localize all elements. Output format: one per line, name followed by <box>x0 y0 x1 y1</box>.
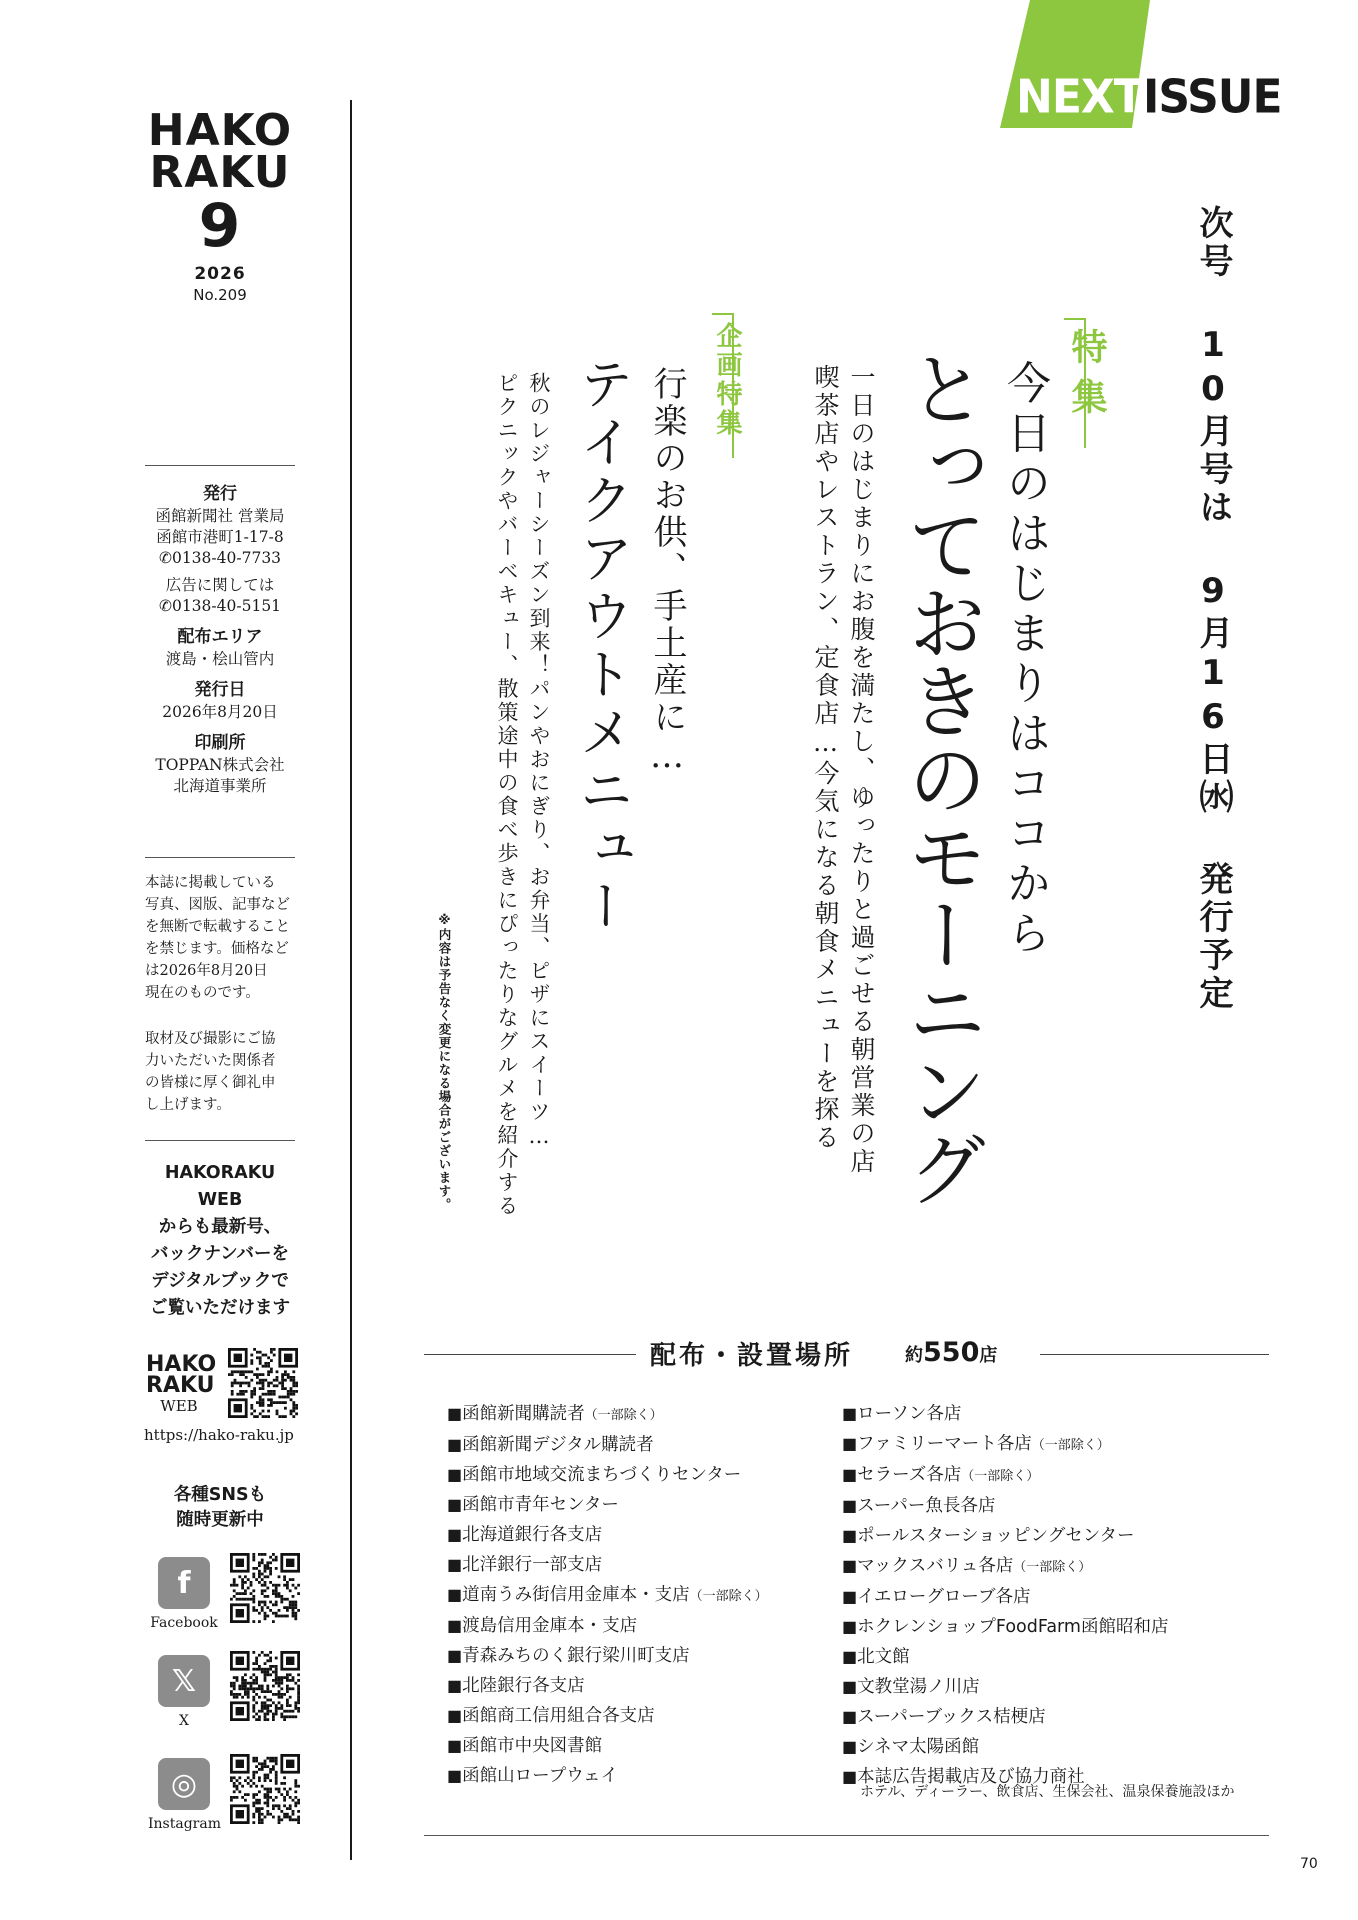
printer-line1: TOPPAN株式会社 <box>155 756 285 774</box>
list-item-note: （一部除く） <box>1013 1560 1092 1575</box>
publisher-info <box>140 478 300 797</box>
hakoraku-web-logo <box>146 1352 217 1417</box>
copyright-line: 現在のものです。 <box>145 985 260 1001</box>
list-item <box>447 1731 768 1761</box>
list-item-name: 北洋銀行一部支店 <box>462 1555 603 1575</box>
list-item-name: ホクレンショップFoodFarm函館昭和店 <box>857 1617 1169 1637</box>
web-qr-code[interactable] <box>228 1348 298 1418</box>
copyright-note <box>145 872 295 1004</box>
list-item-name: 函館新聞デジタル購読者 <box>462 1435 654 1455</box>
list-item-note: （一部除く） <box>961 1469 1040 1484</box>
distribution-list-right <box>842 1399 1168 1792</box>
date-heading: 発行日 <box>194 680 246 700</box>
sns-title-line1: 各種SNSも <box>173 1485 267 1505</box>
feature-title-main: とっておきのモーニング <box>894 348 987 1206</box>
instagram-qr-code[interactable] <box>230 1754 300 1824</box>
feature-title-small: 今日のはじまりはココから <box>999 360 1050 960</box>
list-item <box>842 1399 1168 1429</box>
list-item-name: シネマ太陽函館 <box>857 1737 980 1757</box>
plan-subtitle: ピクニックやバーベキュー、散策途中の食べ歩きにぴったりなグルメを紹介する <box>495 372 519 1218</box>
issue-number: No.209 <box>193 286 247 304</box>
ad-label: 広告に関しては <box>165 576 275 594</box>
feature-tag-frame <box>1064 318 1084 320</box>
list-item-name: 北陸銀行各支店 <box>462 1676 585 1696</box>
list-item-name: スーパー魚長各店 <box>857 1496 996 1516</box>
list-item-name: 函館山ロープウェイ <box>462 1766 619 1786</box>
list-item <box>842 1521 1168 1551</box>
list-item <box>447 1460 768 1490</box>
distribution-list-left <box>447 1399 768 1791</box>
change-notice: ※内容は予告なく変更になる場合がございます。 <box>437 912 452 1212</box>
list-item <box>842 1429 1168 1460</box>
divider <box>424 1354 636 1355</box>
list-item-note: （一部除く） <box>584 1408 663 1423</box>
copyright-line: を禁じます。価格など <box>145 941 289 957</box>
divider <box>145 1140 295 1141</box>
sns-title-line2: 随時更新中 <box>176 1510 264 1530</box>
distribution-footnote: ホテル、ディーラー、飲食店、生保会社、温泉保養施設ほか <box>860 1784 1235 1800</box>
list-item <box>842 1551 1168 1582</box>
web-line: WEB <box>197 1190 243 1210</box>
plan-tag: 企画特集 <box>712 322 742 438</box>
list-item-name: 道南うみ街信用金庫本・支店 <box>462 1585 690 1605</box>
sns-label: Facebook <box>150 1615 218 1631</box>
publisher-tel-row <box>140 548 300 569</box>
list-item-name: マックスバリュ各店 <box>857 1556 1014 1576</box>
hakoraku-logo <box>140 105 300 261</box>
list-item-name: 函館市中央図書館 <box>462 1736 603 1756</box>
logo-line2: RAKU <box>149 147 291 198</box>
web-line: からも最新号、 <box>158 1217 282 1237</box>
publisher-address: 函館市港町1-17-8 <box>156 528 284 546</box>
web-url[interactable]: https://hako-raku.jp <box>144 1426 294 1444</box>
list-item-name: イエローグローブ各店 <box>857 1587 1031 1607</box>
facebook-qr-code[interactable] <box>230 1553 300 1623</box>
list-item-name: 函館新聞購読者 <box>462 1404 585 1424</box>
list-item-name: セラーズ各店 <box>857 1465 962 1485</box>
list-item-name: 函館商工信用組合各支店 <box>462 1706 655 1726</box>
list-item <box>447 1490 768 1520</box>
issue-label: ISSUE <box>1143 70 1282 125</box>
feature-subtitle: 一日のはじまりにお腹を満たし、ゆったりと過ごせる朝営業の店 <box>847 364 876 1176</box>
copyright-line: は2026年8月20日 <box>145 963 268 979</box>
plan-title-small: 行楽のお供、手土産に… <box>647 366 687 779</box>
date-value: 2026年8月20日 <box>162 703 278 721</box>
next-label: NEXT <box>1016 70 1143 125</box>
sns-x[interactable] <box>148 1655 308 1745</box>
publisher-name: 函館新聞社 営業局 <box>155 507 285 525</box>
list-item <box>447 1520 768 1550</box>
mini-logo-line3: WEB <box>160 1397 198 1415</box>
count-number: 550 <box>923 1337 980 1368</box>
distribution-title: 配布・設置場所 <box>650 1341 854 1371</box>
list-item-name: 函館市地域交流まちづくりセンター <box>462 1465 742 1485</box>
list-item <box>842 1672 1168 1702</box>
feature-tag: 特集 <box>1066 328 1107 428</box>
list-item <box>447 1701 768 1731</box>
publisher-tel: 0138-40-7733 <box>171 549 282 567</box>
ad-tel: 0138-40-5151 <box>171 597 282 615</box>
list-item-name: ローソン各店 <box>857 1404 962 1424</box>
sns-facebook[interactable] <box>148 1557 308 1647</box>
list-item-name: ポールスターショッピングセンター <box>857 1526 1135 1546</box>
list-item <box>447 1671 768 1701</box>
list-item <box>842 1491 1168 1521</box>
list-item <box>447 1399 768 1430</box>
web-line: デジタルブックで <box>151 1271 289 1291</box>
divider <box>424 1835 1269 1836</box>
list-item-name: 函館市青年センター <box>462 1495 619 1515</box>
list-item-note: （一部除く） <box>689 1589 768 1604</box>
facebook-icon[interactable]: f <box>158 1557 210 1609</box>
mini-logo-line2: RAKU <box>146 1373 215 1398</box>
web-info <box>140 1160 300 1322</box>
list-item-name: 北海道銀行各支店 <box>462 1525 603 1545</box>
list-item <box>842 1732 1168 1762</box>
list-item-note: （一部除く） <box>1031 1438 1110 1453</box>
web-line: バックナンバーを <box>151 1244 289 1264</box>
ad-tel-row <box>140 596 300 617</box>
copyright-line: 本誌に掲載している <box>145 875 276 891</box>
list-item <box>842 1582 1168 1612</box>
page-number: 70 <box>1300 1856 1318 1872</box>
list-item-name: 青森みちのく銀行梁川町支店 <box>462 1646 690 1666</box>
list-item-name: 北文館 <box>857 1647 910 1667</box>
publisher-heading: 発行 <box>203 484 237 504</box>
issue-year: 2026 <box>194 264 246 284</box>
list-item-name: 文教堂湯ノ川店 <box>857 1677 980 1697</box>
divider <box>1040 1354 1269 1355</box>
area-value: 渡島・桧山管内 <box>165 650 275 668</box>
thanks-line: し上げます。 <box>145 1097 231 1113</box>
thanks-line: 取材及び撮影にご協 <box>145 1031 276 1047</box>
issue-month: 9 <box>198 191 242 261</box>
list-item <box>447 1430 768 1460</box>
web-line: HAKORAKU <box>164 1163 276 1183</box>
thanks-line: 力いただいた関係者 <box>145 1053 276 1069</box>
list-item <box>447 1611 768 1641</box>
sns-title <box>140 1483 300 1533</box>
count-prefix: 約 <box>905 1345 923 1366</box>
list-item <box>447 1550 768 1580</box>
list-item-name: 渡島信用金庫本・支店 <box>462 1616 638 1636</box>
list-item-name: ファミリーマート各店 <box>857 1434 1032 1454</box>
web-line: ご覧いただけます <box>150 1298 290 1318</box>
count-suffix: 店 <box>979 1345 998 1366</box>
list-item-name: 本誌広告掲載店及び協力商社 <box>857 1767 1085 1787</box>
plan-title-main: テイクアウトメニュー <box>571 356 634 936</box>
copyright-line: 写真、図版、記事など <box>145 897 290 913</box>
list-item <box>447 1641 768 1671</box>
printer-heading: 印刷所 <box>194 733 246 753</box>
list-item <box>447 1580 768 1611</box>
list-item <box>842 1612 1168 1642</box>
thanks-note <box>145 1028 295 1116</box>
phone-icon: ✆ <box>158 549 172 567</box>
next-issue-date: 次号 10月号は 9月16日㈬ 発行予定 <box>1193 205 1233 1013</box>
list-item <box>842 1642 1168 1672</box>
sns-label: X <box>179 1713 189 1729</box>
printer-line2: 北海道事業所 <box>173 777 267 795</box>
plan-subtitle: 秋のレジャーシーズン到来！パンやおにぎり、お弁当、ピザにスイーツ… <box>527 372 551 1151</box>
mini-logo-line1: HAKO <box>146 1352 217 1377</box>
x-icon[interactable]: 𝕏 <box>158 1655 210 1707</box>
phone-icon: ✆ <box>158 597 172 615</box>
list-item <box>842 1702 1168 1732</box>
list-item <box>842 1460 1168 1491</box>
copyright-line: を無断で転載すること <box>145 919 290 935</box>
divider <box>145 465 295 466</box>
logo-line1: HAKO <box>147 105 293 156</box>
list-item-name: スーパーブックス桔梗店 <box>857 1707 1046 1727</box>
sns-label: Instagram <box>148 1816 221 1832</box>
sns-instagram[interactable] <box>148 1758 308 1848</box>
sidebar-masthead <box>140 105 300 304</box>
thanks-line: の皆様に厚く御礼申 <box>145 1075 276 1091</box>
instagram-icon[interactable]: ◎ <box>158 1758 210 1810</box>
plan-tag-frame <box>712 313 732 315</box>
area-heading: 配布エリア <box>177 627 263 647</box>
sidebar-divider <box>350 100 352 1860</box>
feature-subtitle: 喫茶店やレストラン、定食店…今気になる朝食メニューを探る <box>811 364 840 1152</box>
list-item <box>447 1761 768 1791</box>
x-qr-code[interactable] <box>230 1651 300 1721</box>
divider <box>145 857 295 858</box>
distribution-count <box>905 1337 997 1368</box>
